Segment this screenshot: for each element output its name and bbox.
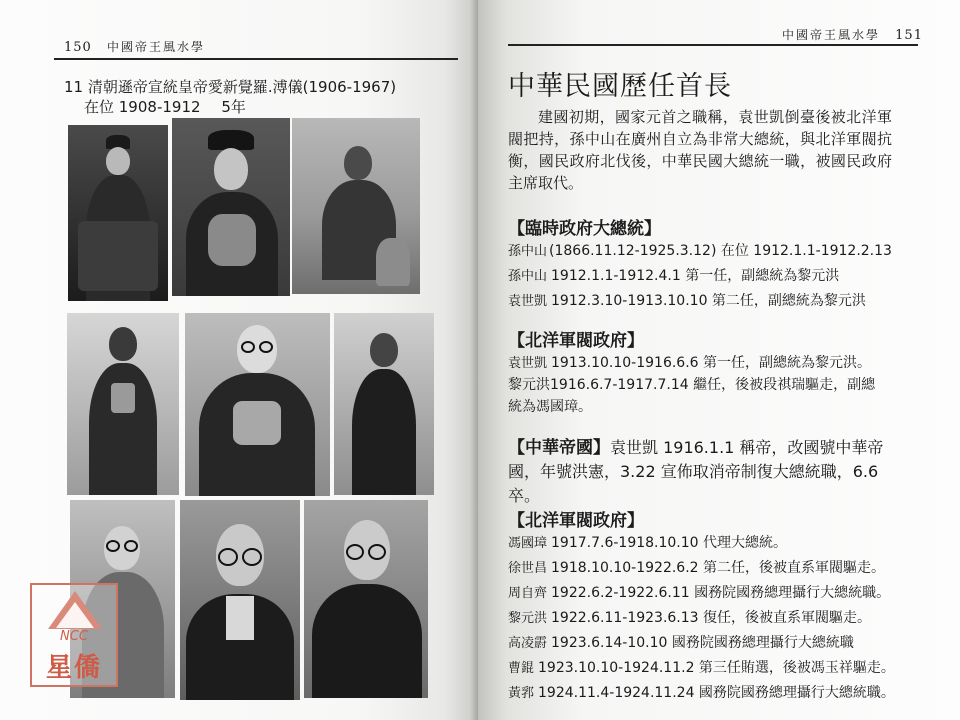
intro-paragraph: 建國初期，國家元首之職稱，袁世凱倒臺後被北洋軍閥把持，孫中山在廣州自立為非常大總統，與北洋軍閥抗衡，國民政府北伐後，中華民國大總統一職，被國民政府主席取代。 (508, 108, 892, 192)
section-heading-beiyang-2: 【北洋軍閥政府】 (508, 511, 644, 531)
leader-name: 黎元洪 (508, 611, 548, 626)
caption-reign-years: 5年 (221, 98, 246, 116)
section-heading-empire: 【中華帝國】 (508, 438, 610, 458)
list-item (508, 532, 787, 552)
list-item (508, 607, 871, 627)
right-page-number: 151 (895, 28, 923, 43)
right-header-rule (508, 44, 918, 46)
leader-term: 1923.10.10-1924.11.2 第三任賄選，後被馮玉祥驅走。 (538, 660, 895, 676)
leader-name: 曹錕 (508, 661, 535, 676)
photo-puyi-military-uniform-2 (185, 313, 330, 496)
leader-name: 袁世凱 (508, 294, 548, 309)
caption-reign-period: 在位 1908-1912 (84, 98, 201, 116)
leader-term: (1866.11.12-1925.3.12) 在位 1912.1.1-1912.2.13 (549, 243, 892, 259)
leader-name: 黎元洪 (508, 377, 550, 393)
right-page-heading: 中華民國歷任首長 (508, 71, 732, 102)
photo-puyi-military-uniform-1 (67, 313, 179, 495)
list-item (508, 657, 895, 677)
photo-child-emperor-on-throne (68, 125, 168, 301)
list-item (508, 682, 895, 702)
list-item (508, 557, 885, 577)
leader-name: 孫中山 (508, 244, 548, 259)
left-book-title: 中國帝王風水學 (106, 40, 205, 54)
leader-name: 徐世昌 (508, 561, 548, 576)
list-item (508, 582, 890, 602)
list-item (508, 352, 871, 372)
leader-name: 高凌霨 (508, 636, 548, 651)
leader-name: 袁世凱 (508, 356, 548, 371)
left-page (0, 0, 478, 720)
leader-term: 1912.3.10-1913.10.10 第二任，副總統為黎元洪 (551, 293, 866, 309)
list-item (508, 290, 866, 310)
leader-term: 1913.10.10-1916.6.6 第一任，副總統為黎元洪。 (551, 355, 872, 371)
photo-puyi-seated-outdoors (292, 118, 420, 294)
leader-name: 孫中山 (508, 269, 548, 284)
photo-puyi-military-uniform-3 (334, 313, 434, 495)
leader-name: 周自齊 (508, 586, 548, 601)
leader-term: 1922.6.2-1922.6.11 國務院國務總理攝行大總統職。 (551, 585, 891, 601)
watermark-stamp (30, 583, 118, 687)
leader-term: 1916.6.7-1917.7.14 繼任，後被段祺瑞驅走，副總統為馮國璋。 (508, 377, 876, 415)
photo-caption-title: 11 清朝遜帝宣統皇帝愛新覺羅.溥儀(1906-1967) (64, 78, 397, 96)
section-empire (508, 436, 888, 508)
leader-name: 黃郛 (508, 686, 535, 701)
leader-term: 1918.10.10-1922.6.2 第二任，後被直系軍閥驅走。 (551, 560, 886, 576)
leader-name: 馮國璋 (508, 536, 548, 551)
photo-caption-reign (84, 96, 246, 117)
leader-term: 1917.7.6-1918.10.10 代理大總統。 (551, 535, 788, 551)
leader-term: 1912.1.1-1912.4.1 第一任，副總統為黎元洪 (551, 268, 840, 284)
left-header-rule (54, 58, 458, 60)
list-item (508, 265, 839, 285)
right-book-title: 中國帝王風水學 (782, 28, 881, 42)
photo-puyi-with-hat (172, 118, 290, 296)
list-item (508, 374, 888, 418)
list-item (508, 240, 892, 260)
leader-term: 1922.6.11-1923.6.13 復任，後被直系軍閥驅走。 (551, 610, 872, 626)
section-heading-provisional: 【臨時政府大總統】 (508, 219, 661, 239)
empire-text: 袁世凱 1916.1.1 稱帝，改國號中華帝國，年號洪憲，3.22 宣佈取消帝制復大總統職，6.6 卒。 (508, 438, 884, 505)
leader-term: 1924.11.4-1924.11.24 國務院國務總理攝行大總統職。 (538, 685, 895, 701)
left-running-header (64, 38, 205, 55)
list-item (508, 632, 854, 652)
photo-puyi-round-glasses-suit (180, 500, 300, 700)
leader-term: 1923.6.14-10.10 國務院國務總理攝行大總統職 (551, 635, 854, 651)
stamp-name-text: 星僑 (45, 653, 102, 683)
right-running-header (782, 26, 923, 43)
stamp-ncc-text: NCC (60, 629, 88, 644)
photo-puyi-later-years (304, 500, 428, 698)
section-heading-beiyang: 【北洋軍閥政府】 (508, 331, 644, 351)
left-page-number: 150 (64, 40, 92, 55)
